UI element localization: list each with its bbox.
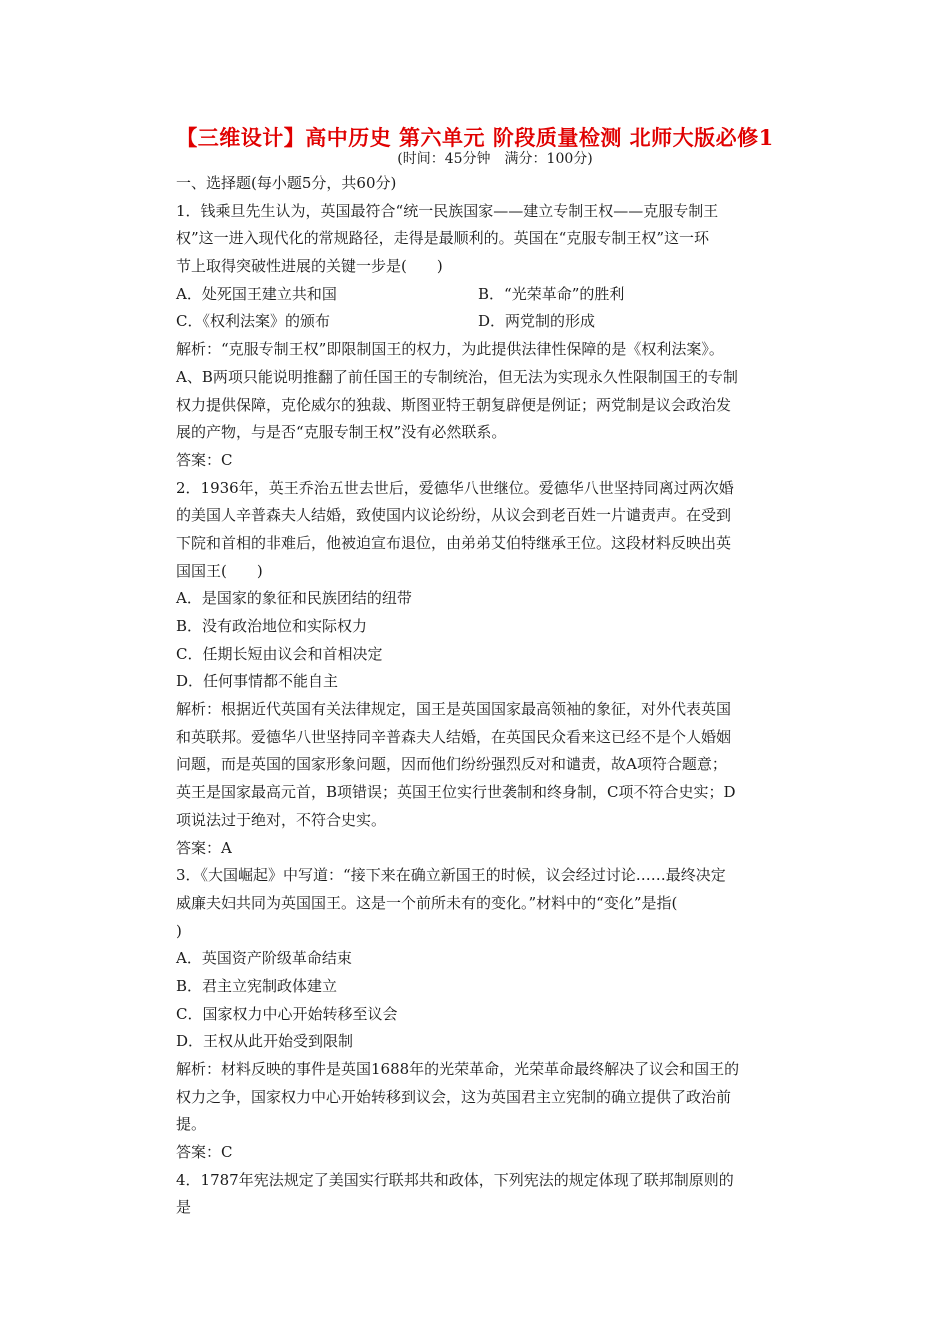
question-4	[176, 1167, 816, 1222]
option-b: B．没有政治地位和实际权力	[176, 617, 368, 635]
option-d: D．任何事情都不能自主	[176, 672, 339, 691]
option-a: A．是国家的象征和民族团结的纽带	[176, 589, 412, 608]
analysis-line: 解析：根据近代英国有关法律规定，国王是英国国家最高领袖的象征，对外代表英国	[176, 700, 732, 719]
exam-info: (时间：45分钟 满分：100分)	[397, 151, 593, 167]
question-3	[176, 862, 816, 1167]
option-d: D．王权从此开始受到限制	[176, 1032, 354, 1051]
question-stem-line: 是	[176, 1198, 192, 1217]
option-d: D．两党制的形成	[478, 312, 596, 331]
question-stem-line: 威廉夫妇共同为英国国王。这是一个前所未有的变化。”材料中的“变化”是指(	[176, 893, 678, 912]
option-c: C．国家权力中心开始转移至议会	[176, 1004, 398, 1023]
section-heading: 一、选择题(每小题5分，共60分)	[176, 174, 397, 192]
question-stem-line: 国国王( )	[176, 561, 263, 580]
analysis-line: 解析：“克服专制王权”即限制国王的权力，为此提供法律性保障的是《权利法案》。	[176, 340, 724, 359]
option-a: A．处死国王建立共和国	[176, 284, 337, 303]
question-stem-line: )	[176, 921, 182, 940]
analysis-line: 问题，而是英国的国家形象问题，因而他们纷纷强烈反对和谴责，故A项符合题意；	[176, 755, 727, 774]
question-stem-line: 1．钱乘旦先生认为，英国最符合“统一民族国家——建立专制王权——克服专制王	[176, 201, 719, 220]
option-row	[176, 281, 816, 309]
answer: 答案：C	[176, 450, 233, 469]
question-stem-line: 2．1936年，英王乔治五世去世后，爱德华八世继位。爱德华八世坚持同离过两次婚	[176, 478, 734, 497]
answer: 答案：C	[176, 1143, 233, 1162]
analysis-line: 提。	[176, 1115, 207, 1134]
option-b: B．“光荣革命”的胜利	[478, 284, 625, 303]
analysis-line: 解析：材料反映的事件是英国1688年的光荣革命，光荣革命最终解决了议会和国王的	[176, 1060, 740, 1078]
analysis-line: 项说法过于绝对，不符合史实。	[176, 810, 387, 829]
analysis-line: A、B两项只能说明推翻了前任国王的专制统治，但无法为实现永久性限制国王的专制	[176, 367, 738, 386]
question-1	[176, 198, 816, 475]
question-stem-line: 4．1787年宪法规定了美国实行联邦共和政体，下列宪法的规定体现了联邦制原则的	[176, 1170, 734, 1189]
question-stem-line: 权”这一进入现代化的常规路径，走得是最顺利的。英国在“克服专制王权”这一环	[176, 229, 710, 248]
question-stem-line: 3．《大国崛起》中写道：“接下来在确立新国王的时候，议会经过讨论……最终决定	[176, 866, 726, 885]
analysis-line: 权力提供保障，克伦威尔的独裁、斯图亚特王朝复辟便是例证；两党制是议会政治发	[176, 395, 732, 414]
option-row	[176, 308, 816, 336]
question-stem-line: 下院和首相的非难后，他被迫宣布退位，由弟弟艾伯特继承王位。这段材料反映出英	[176, 533, 732, 552]
analysis-line: 英王是国家最高元首，B项错误；英国王位实行世袭制和终身制，C项不符合史实；D	[176, 783, 736, 802]
answer: 答案：A	[176, 838, 232, 857]
option-a: A．英国资产阶级革命结束	[176, 949, 352, 968]
question-2	[176, 475, 816, 863]
analysis-line: 展的产物，与是否“克服专制王权”没有必然联系。	[176, 423, 507, 442]
document-title: 【三维设计】高中历史 第六单元 阶段质量检测 北师大版必修1	[176, 125, 774, 150]
analysis-line: 和英联邦。爱德华八世坚持同辛普森夫人结婚，在英国民众看来这已经不是个人婚姻	[176, 727, 732, 746]
analysis-line: 权力之争，国家权力中心开始转移到议会，这为英国君主立宪制的确立提供了政治前	[176, 1087, 732, 1106]
question-stem-line: 的美国人辛普森夫人结婚，致使国内议论纷纷，从议会到老百姓一片谴责声。在受到	[176, 506, 732, 525]
question-stem-line: 节上取得突破性进展的关键一步是( )	[176, 257, 443, 276]
option-c: C．《权利法案》的颁布	[176, 312, 330, 331]
option-c: C．任期长短由议会和首相决定	[176, 644, 383, 663]
document-body	[176, 170, 816, 1222]
option-b: B．君主立宪制政体建立	[176, 976, 338, 995]
